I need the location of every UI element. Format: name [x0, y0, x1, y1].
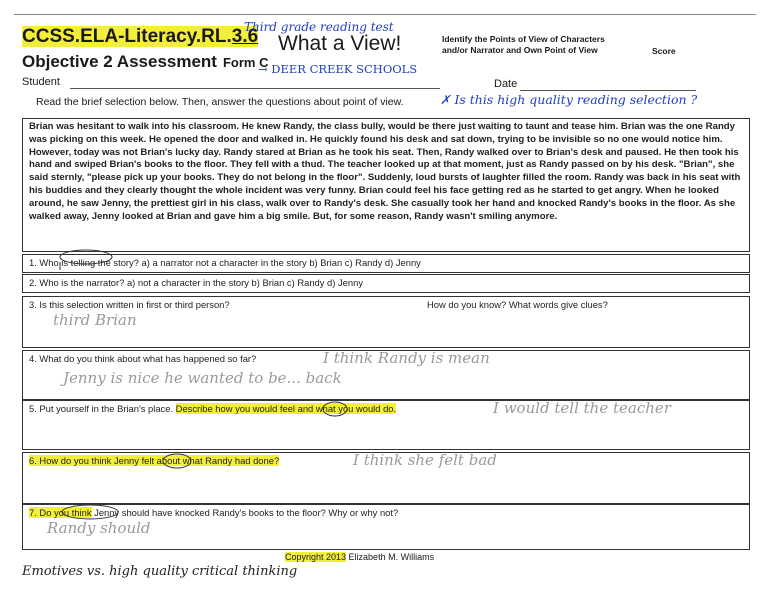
question-6-text: 6. How do you think Jenny felt about what Randy had done?	[29, 455, 280, 466]
answer-4-line-1[interactable]: I think Randy is mean	[323, 349, 490, 367]
question-3-text: 3. Is this selection written in first or third person?	[29, 299, 230, 310]
answer-6[interactable]: I think she felt bad	[353, 451, 497, 469]
date-label: Date	[494, 78, 518, 90]
question-1-text: 1. Who is telling the story? a) a narrator not a character in the story b) Brian c) Randy d) Jenny	[29, 257, 421, 268]
copyright-footer: Copyright 2013 Elizabeth M. Williams	[285, 552, 435, 562]
answer-3[interactable]: third Brian	[53, 311, 137, 329]
instructions: Read the brief selection below. Then, answer the questions about point of view.	[36, 96, 404, 108]
question-3-clue-text: How do you know? What words give clues?	[427, 299, 608, 310]
circle-mark-q5	[323, 402, 347, 416]
score-label: Score	[652, 46, 676, 56]
circle-mark-q1	[60, 250, 112, 264]
answer-5[interactable]: I would tell the teacher	[493, 399, 671, 417]
question-4-text: 4. What do you think about what has happened so far?	[29, 353, 257, 364]
question-7-highlight: 7. Do you think	[29, 507, 92, 518]
handwritten-top-note: Third grade reading test	[244, 20, 394, 34]
standard-code-highlight: CCSS.ELA-Literacy.RL.3.6	[22, 26, 259, 47]
handwritten-school-name: → DEER CREEK SCHOOLS	[258, 62, 418, 76]
handwritten-question-note: ✗ Is this high quality reading selection ?	[440, 92, 698, 107]
question-7-text: 7. Do you think Jenny should have knocked Randy's books to the floor? Why or why not?	[29, 507, 399, 518]
page-title: What a View!	[278, 32, 402, 55]
answer-4-line-2[interactable]: Jenny is nice he wanted to be... back	[63, 369, 342, 387]
student-label: Student	[22, 76, 60, 88]
answer-7[interactable]: Randy should	[47, 519, 151, 537]
passage-text: Brian was hesitant to walk into his classroom. He knew Randy, the class bully, would be there just waiting to taunt and tease him. Brian was the one Randy was picking on this week. He opened the door and walked in. He quickly found his desk and sat down, trying to be invisible so no one would notice him. However, today was not Brian's lucky day. Randy stared at Brian as he took his seat. Then, Randy walked over to Brian's desk and paused. He then took his hand and swiped Brian's books to the floor. They fell with a thud. The teacher looked up at that moment, just as Randy passed on by his desk. "Brian", she said sternly, "please pick up your books. They do not belong in the floor". Suddenly, loud bursts of laughter filled the room. Randy was back in his seat with his buddies and they clearly thought the whole incident was very funny. Brian could feel his face getting red as he started to get angry. When he looked around, he saw Jenny, the prettiest girl in his class, walk over to Randy's desk. She casually took her hand and knocked Randy's books in the floor. As she walked away, Jenny looked at Brian and gave him a big smile. But, for some reason, Randy wasn't smiling anymore.	[29, 121, 741, 222]
question-2-text: 2. Who is the narrator? a) not a character in the story b) Brian c) Randy d) Jenny	[29, 277, 364, 288]
standard-description: Identify the Points of View of Characters and/or Narrator and Own Point of View	[442, 34, 605, 55]
question-5-highlight: Describe how you would feel and what you would do.	[175, 403, 397, 414]
question-5-text: 5. Put yourself in the Brian's place. Describe how you would feel and what you would do.	[29, 403, 397, 414]
circle-mark-q7	[62, 505, 118, 519]
handwritten-bottom-note: Emotives vs. high quality critical thinking	[22, 564, 298, 579]
circle-mark-q6	[163, 454, 191, 468]
objective-heading: Objective 2 Assessment Form C	[22, 52, 269, 71]
